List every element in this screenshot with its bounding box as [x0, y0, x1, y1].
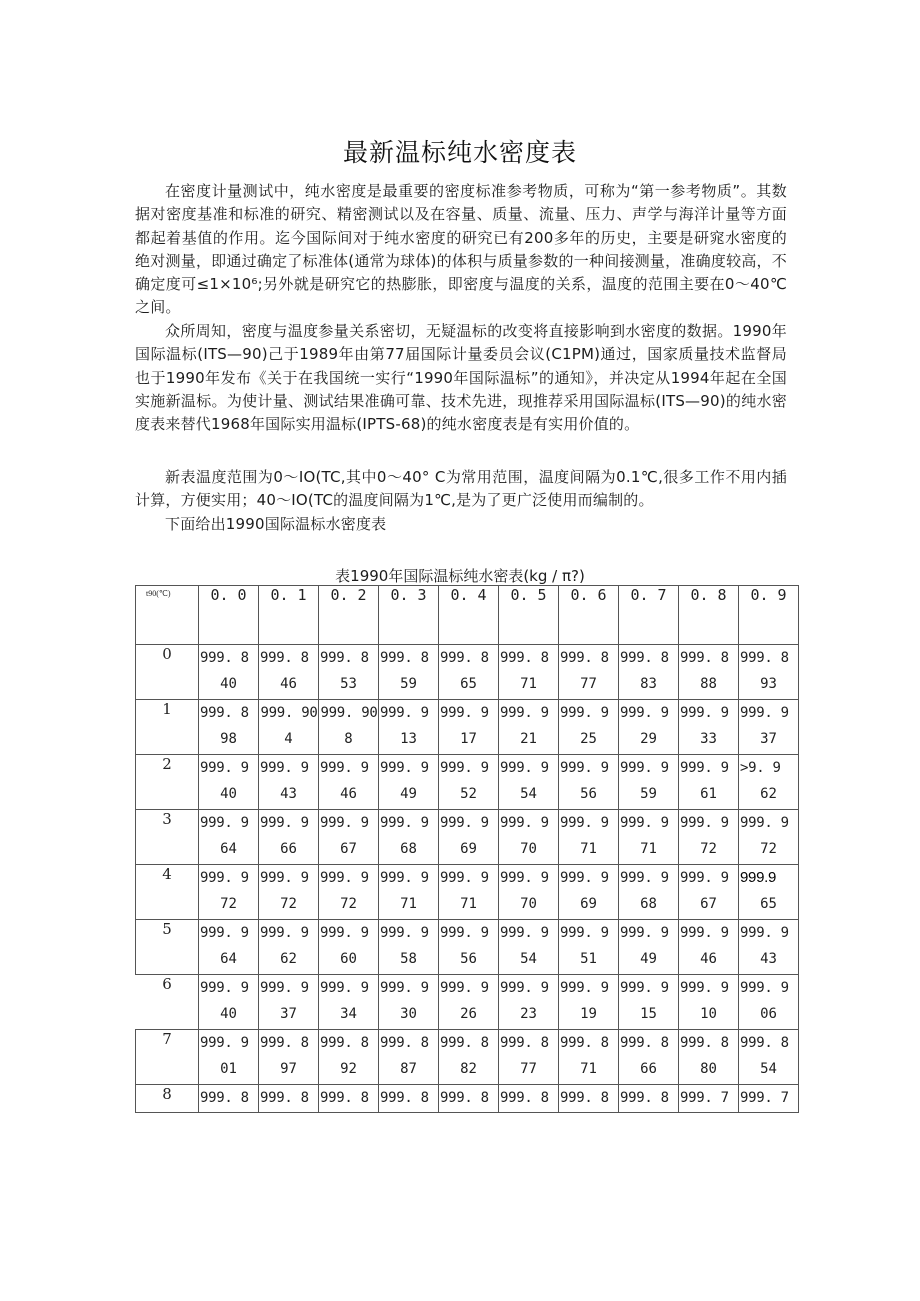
density-value-decimals: 64 — [220, 951, 237, 967]
density-value-integer: 999. 8 — [620, 1035, 669, 1051]
density-cell — [559, 920, 619, 975]
table-row — [136, 865, 799, 920]
density-value-integer: 999. 8 — [680, 650, 729, 666]
density-value-integer: 999. 9 — [440, 705, 489, 721]
density-value-integer: 999. 9 — [500, 760, 549, 776]
row-temperature: 7 — [136, 1030, 199, 1085]
density-cell — [559, 645, 619, 700]
density-value-integer: 999. 8 — [560, 650, 609, 666]
density-value-decimals: 43 — [760, 951, 777, 967]
density-value-integer: 999. 9 — [620, 925, 669, 941]
table-intro-paragraph: 下面给出1990国际温标水密度表 — [165, 515, 387, 533]
density-value-integer: 999. 9 — [200, 925, 249, 941]
density-value-integer: 999. 8 — [500, 1090, 549, 1106]
density-value-decimals: 49 — [640, 951, 657, 967]
density-value-decimals: 56 — [580, 786, 597, 802]
density-value-decimals: 65 — [460, 676, 477, 692]
table-row — [136, 1085, 799, 1113]
density-value-decimals: 33 — [700, 731, 717, 747]
density-value-integer: 999. 8 — [500, 650, 549, 666]
density-cell — [739, 1030, 799, 1085]
density-cell — [739, 975, 799, 1030]
density-value-decimals: 58 — [400, 951, 417, 967]
density-value-decimals: 72 — [760, 841, 777, 857]
density-value-integer: 999. 9 — [560, 815, 609, 831]
density-value-integer: 999. 9 — [260, 815, 309, 831]
density-cell — [499, 645, 559, 700]
density-cell — [439, 700, 499, 755]
density-cell — [259, 920, 319, 975]
density-cell — [439, 1030, 499, 1085]
row-temperature: 8 — [136, 1085, 199, 1113]
water-density-table — [135, 585, 799, 1113]
density-value-integer: 999. 8 — [440, 1035, 489, 1051]
density-cell — [199, 920, 259, 975]
density-value-decimals: 40 — [220, 676, 237, 692]
row-temperature: 3 — [136, 810, 199, 865]
density-value-decimals: 80 — [700, 1061, 717, 1077]
column-header: 0. 5 — [499, 586, 559, 645]
density-value-integer: 999. 9 — [620, 705, 669, 721]
column-header: 0. 7 — [619, 586, 679, 645]
density-value-decimals: 68 — [400, 841, 417, 857]
density-cell — [319, 920, 379, 975]
density-cell — [439, 645, 499, 700]
density-cell — [379, 700, 439, 755]
density-cell — [199, 975, 259, 1030]
row-temperature: 2 — [136, 755, 199, 810]
density-cell — [439, 1085, 499, 1113]
density-value-decimals: 67 — [700, 896, 717, 912]
density-cell — [619, 810, 679, 865]
density-value-decimals: 93 — [760, 676, 777, 692]
page-title: 最新温标纯水密度表 — [342, 137, 577, 167]
density-value-decimals: 69 — [580, 896, 597, 912]
density-value-integer: 999. 8 — [560, 1035, 609, 1051]
density-value-decimals: 53 — [340, 676, 357, 692]
density-value-integer: 999. 9 — [200, 760, 249, 776]
density-value-decimals: 72 — [340, 896, 357, 912]
density-value-decimals: 72 — [280, 896, 297, 912]
density-value-decimals: 29 — [640, 731, 657, 747]
density-cell — [319, 810, 379, 865]
density-value-decimals: 21 — [520, 731, 537, 747]
density-cell — [199, 1030, 259, 1085]
density-value-integer: 999. 9 — [260, 870, 309, 886]
density-cell — [259, 1085, 319, 1113]
density-cell — [319, 1030, 379, 1085]
density-value-integer: 999. 9 — [260, 760, 309, 776]
density-cell — [679, 700, 739, 755]
density-value-decimals: 59 — [400, 676, 417, 692]
density-value-decimals: 88 — [700, 676, 717, 692]
density-value-decimals: 69 — [460, 841, 477, 857]
density-cell — [319, 865, 379, 920]
density-value-integer: >9. 9 — [740, 760, 781, 776]
density-value-decimals: 51 — [580, 951, 597, 967]
density-cell — [379, 975, 439, 1030]
density-cell — [379, 865, 439, 920]
density-value-integer: 999. 9 — [200, 815, 249, 831]
density-value-decimals: 66 — [640, 1061, 657, 1077]
density-value-integer: 999. 9 — [500, 705, 549, 721]
density-cell — [619, 645, 679, 700]
row-temperature: 0 — [136, 645, 199, 700]
density-value-integer: 999. 9 — [560, 760, 609, 776]
density-cell — [439, 920, 499, 975]
density-value-integer: 999. 9 — [680, 980, 729, 996]
column-header: 0. 0 — [199, 586, 259, 645]
density-value-decimals: 49 — [400, 786, 417, 802]
density-cell — [439, 810, 499, 865]
density-value-decimals: 43 — [280, 786, 297, 802]
density-value-decimals: 66 — [280, 841, 297, 857]
density-value-decimals: 15 — [640, 1006, 657, 1022]
density-value-integer: 999. 9 — [620, 980, 669, 996]
density-value-integer: 999. 8 — [380, 650, 429, 666]
density-value-decimals: 59 — [640, 786, 657, 802]
density-value-integer: 999. 9 — [200, 980, 249, 996]
density-value-decimals: 77 — [580, 676, 597, 692]
density-value-decimals: 68 — [640, 896, 657, 912]
density-value-integer: 999. 9 — [500, 925, 549, 941]
density-value-integer: 999. 8 — [500, 1035, 549, 1051]
density-value-decimals: 37 — [280, 1006, 297, 1022]
density-value-decimals: 46 — [340, 786, 357, 802]
density-value-decimals: 83 — [640, 676, 657, 692]
density-value-decimals: 54 — [760, 1061, 777, 1077]
density-cell — [259, 645, 319, 700]
density-value-integer: 999. 9 — [320, 815, 369, 831]
row-temperature: 6 — [136, 975, 199, 1030]
density-cell — [319, 1085, 379, 1113]
density-cell — [379, 1030, 439, 1085]
density-cell — [439, 975, 499, 1030]
density-cell — [499, 865, 559, 920]
density-value-decimals: 06 — [760, 1006, 777, 1022]
density-value-integer: 999. 9 — [380, 980, 429, 996]
density-value-decimals: 71 — [580, 1061, 597, 1077]
density-value-decimals: 01 — [220, 1061, 237, 1077]
density-value-decimals: 72 — [700, 841, 717, 857]
density-value-integer: 999. 8 — [620, 650, 669, 666]
density-value-decimals: 97 — [280, 1061, 297, 1077]
density-cell — [619, 755, 679, 810]
column-header: 0. 4 — [439, 586, 499, 645]
density-value-integer: 999. 8 — [200, 705, 249, 721]
density-value-decimals: 82 — [460, 1061, 477, 1077]
density-value-decimals: 62 — [760, 786, 777, 802]
density-value-decimals: 71 — [400, 896, 417, 912]
density-cell — [199, 865, 259, 920]
density-value-decimals: 70 — [520, 896, 537, 912]
density-value-decimals: 46 — [280, 676, 297, 692]
density-value-integer: 999. 8 — [320, 650, 369, 666]
density-cell — [559, 700, 619, 755]
density-cell — [259, 700, 319, 755]
density-value-integer: 999. 9 — [380, 705, 429, 721]
row-temperature: 1 — [136, 700, 199, 755]
density-cell — [379, 920, 439, 975]
density-value-decimals: 54 — [520, 951, 537, 967]
density-value-decimals: 92 — [340, 1061, 357, 1077]
density-cell — [679, 1030, 739, 1085]
density-cell — [259, 975, 319, 1030]
density-value-integer: 999. 8 — [380, 1035, 429, 1051]
density-value-integer: 999. 9 — [440, 980, 489, 996]
density-value-decimals: 54 — [520, 786, 537, 802]
density-value-decimals: 60 — [340, 951, 357, 967]
density-value-integer: 999. 9 — [560, 925, 609, 941]
density-cell — [679, 645, 739, 700]
density-value-decimals: 62 — [280, 951, 297, 967]
density-cell — [259, 810, 319, 865]
density-value-decimals: 52 — [460, 786, 477, 802]
density-value-integer: 999. 9 — [500, 870, 549, 886]
density-value-integer: 999. 9 — [260, 980, 309, 996]
density-value-decimals: 87 — [400, 1061, 417, 1077]
density-cell — [379, 810, 439, 865]
density-value-integer: 999. 8 — [740, 650, 789, 666]
density-cell — [679, 865, 739, 920]
density-value-integer: 999. 8 — [260, 1090, 309, 1106]
row-temperature: 5 — [136, 920, 199, 975]
corner-header: t90(℃) — [136, 586, 199, 645]
table-row — [136, 1030, 799, 1085]
density-value-decimals: 26 — [460, 1006, 477, 1022]
density-value-decimals: 4 — [284, 731, 293, 747]
density-value-integer: 999. 9 — [680, 815, 729, 831]
density-cell — [379, 1085, 439, 1113]
density-cell — [259, 1030, 319, 1085]
density-value-decimals: 77 — [520, 1061, 537, 1077]
density-value-decimals: 65 — [760, 896, 777, 912]
density-value-integer: 999. 9 — [440, 870, 489, 886]
density-value-decimals: 64 — [220, 841, 237, 857]
density-value-integer: 999. 7 — [680, 1090, 729, 1106]
density-cell — [739, 1085, 799, 1113]
density-value-integer: 999. 9 — [380, 815, 429, 831]
density-value-integer: 999. 8 — [440, 650, 489, 666]
density-value-decimals: 25 — [580, 731, 597, 747]
density-value-integer: 999. 90 — [260, 705, 318, 721]
density-cell — [679, 810, 739, 865]
density-cell — [499, 810, 559, 865]
density-value-integer: 999. 8 — [320, 1035, 369, 1051]
density-value-decimals: 13 — [400, 731, 417, 747]
density-value-decimals: 37 — [760, 731, 777, 747]
density-value-integer: 999. 9 — [380, 870, 429, 886]
density-cell — [379, 645, 439, 700]
density-value-decimals: 71 — [520, 676, 537, 692]
density-value-integer: 999. 8 — [200, 650, 249, 666]
density-value-decimals: 23 — [520, 1006, 537, 1022]
density-cell — [499, 755, 559, 810]
density-value-decimals: 98 — [220, 731, 237, 747]
density-value-integer: 999. 9 — [380, 925, 429, 941]
density-value-integer: 999. 9 — [200, 1035, 249, 1051]
density-cell — [559, 755, 619, 810]
density-value-integer: 999. 8 — [740, 1035, 789, 1051]
column-header: 0. 9 — [739, 586, 799, 645]
density-value-decimals: 19 — [580, 1006, 597, 1022]
density-cell — [619, 700, 679, 755]
table-row — [136, 975, 799, 1030]
density-cell — [559, 865, 619, 920]
density-value-integer: 999. 9 — [440, 760, 489, 776]
density-value-integer: 999. 8 — [320, 1090, 369, 1106]
table-row — [136, 700, 799, 755]
density-value-integer: 999. 8 — [260, 1035, 309, 1051]
density-value-integer: 999. 8 — [260, 650, 309, 666]
table-row — [136, 755, 799, 810]
column-header: 0. 6 — [559, 586, 619, 645]
density-cell — [499, 920, 559, 975]
density-cell — [439, 865, 499, 920]
density-value-decimals: 30 — [400, 1006, 417, 1022]
density-value-decimals: 10 — [700, 1006, 717, 1022]
column-header: 0. 1 — [259, 586, 319, 645]
row-temperature: 4 — [136, 865, 199, 920]
density-value-integer: 999. 9 — [320, 925, 369, 941]
density-cell — [499, 700, 559, 755]
density-cell — [739, 645, 799, 700]
density-cell — [559, 1085, 619, 1113]
density-value-integer: 999. 9 — [680, 925, 729, 941]
density-value-decimals: 71 — [460, 896, 477, 912]
density-cell — [739, 755, 799, 810]
density-value-integer: 999. 9 — [440, 925, 489, 941]
density-cell — [679, 755, 739, 810]
density-cell — [619, 920, 679, 975]
density-value-integer: 999. 90 — [320, 705, 378, 721]
density-cell — [619, 975, 679, 1030]
density-value-decimals: 8 — [344, 731, 353, 747]
density-cell — [619, 1085, 679, 1113]
intro-paragraph: 在密度计量测试中，纯水密度是最重要的密度标准参考物质，可称为“第一参考物质”。其数据对密度基准和标准的研究、精密测试以及在容量、质量、流量、压力、声学与海洋计量等方面都起着基值的作用。迄今国际间对于纯水密度的研究已有200多年的历史，主要是研窕水密度的绝对测量，即通过确定了标准体(通常为球体)的体积与质量参数的一种间接测量，准确度较高，不确定度可≤1×10⁶;另外就是研究它的热膨胀，即密度与温度的关系，温度的范围主要在0～40℃之间。 — [135, 182, 787, 317]
density-value-decimals: 71 — [580, 841, 597, 857]
density-cell — [259, 865, 319, 920]
density-cell — [499, 1085, 559, 1113]
density-cell — [199, 645, 259, 700]
density-cell — [199, 755, 259, 810]
density-cell — [439, 755, 499, 810]
density-value-integer: 999. 7 — [740, 1090, 789, 1106]
table-row — [136, 920, 799, 975]
density-cell — [739, 700, 799, 755]
density-cell — [319, 645, 379, 700]
density-value-integer: 999. 8 — [620, 1090, 669, 1106]
density-value-decimals: 17 — [460, 731, 477, 747]
density-value-decimals: 71 — [640, 841, 657, 857]
density-value-integer: 999. 9 — [320, 870, 369, 886]
density-value-integer: 999. 9 — [740, 705, 789, 721]
density-cell — [319, 975, 379, 1030]
density-value-integer: 999. 9 — [260, 925, 309, 941]
density-value-decimals: 56 — [460, 951, 477, 967]
table-row — [136, 645, 799, 700]
density-cell — [619, 865, 679, 920]
column-header: 0. 8 — [679, 586, 739, 645]
table-caption: 表1990年国际温标纯水密表(kg / π?) — [335, 567, 585, 585]
density-value-decimals: 40 — [220, 786, 237, 802]
density-cell — [499, 1030, 559, 1085]
density-value-integer: 999. 9 — [620, 815, 669, 831]
density-value-integer: 999. 9 — [680, 870, 729, 886]
density-value-integer: 999. 9 — [560, 705, 609, 721]
density-value-decimals: 34 — [340, 1006, 357, 1022]
table-body — [136, 645, 799, 1113]
density-cell — [319, 755, 379, 810]
density-value-integer: 999. 9 — [620, 760, 669, 776]
density-value-integer: 999. 9 — [440, 815, 489, 831]
density-cell — [199, 700, 259, 755]
its90-paragraph: 众所周知，密度与温度参量关系密切，无疑温标的改变将直接影响到水密度的数据。1990年国际温标(ITS—90)己于1989年由第77届国际计量委员会议(C1PM)通过，国家质量技术监督局也于1990年发布《关于在我国统一实行“1990年国际温标”的通知》，并决定从1994年起在全国实施新温标。为使计量、测试结果准确可靠、技术先进，现推荐采用国际温标(ITS—90)的纯水密度表来替代1968年国际实用温标(IPTS-68)的纯水密度表是有实用价值的。 — [135, 322, 787, 434]
density-cell — [379, 755, 439, 810]
density-value-integer: 999. 9 — [740, 815, 789, 831]
density-value-integer: 999. 9 — [500, 815, 549, 831]
density-value-integer: 999.9 — [740, 869, 777, 886]
density-value-integer: 999. 9 — [680, 760, 729, 776]
density-cell — [559, 1030, 619, 1085]
column-header: 0. 3 — [379, 586, 439, 645]
density-value-decimals: 70 — [520, 841, 537, 857]
density-value-integer: 999. 8 — [380, 1090, 429, 1106]
density-cell — [199, 1085, 259, 1113]
density-value-integer: 999. 8 — [680, 1035, 729, 1051]
density-value-integer: 999. 9 — [500, 980, 549, 996]
density-cell — [199, 810, 259, 865]
density-cell — [679, 1085, 739, 1113]
density-value-decimals: 46 — [700, 951, 717, 967]
table-row — [136, 810, 799, 865]
density-value-integer: 999. 8 — [560, 1090, 609, 1106]
density-value-decimals: 72 — [220, 896, 237, 912]
density-value-integer: 999. 9 — [560, 980, 609, 996]
density-value-integer: 999. 9 — [320, 980, 369, 996]
density-cell — [679, 975, 739, 1030]
density-value-integer: 999. 9 — [560, 870, 609, 886]
density-value-decimals: 61 — [700, 786, 717, 802]
density-value-integer: 999. 9 — [740, 980, 789, 996]
density-value-integer: 999. 9 — [740, 925, 789, 941]
density-value-integer: 999. 8 — [440, 1090, 489, 1106]
density-cell — [619, 1030, 679, 1085]
density-cell — [319, 700, 379, 755]
density-value-decimals: 40 — [220, 1006, 237, 1022]
density-cell — [739, 920, 799, 975]
density-cell — [559, 975, 619, 1030]
density-value-integer: 999. 9 — [200, 870, 249, 886]
table-header-row — [136, 586, 799, 645]
density-cell — [739, 810, 799, 865]
density-cell — [499, 975, 559, 1030]
density-value-integer: 999. 9 — [320, 760, 369, 776]
column-header: 0. 2 — [319, 586, 379, 645]
density-cell — [559, 810, 619, 865]
density-cell — [259, 755, 319, 810]
range-paragraph: 新表温度范围为0～IO(TC,其中0～40° C为常用范围，温度间隔为0.1℃,很多工作不用内插计算，方便实用；40～IO(TC的温度间隔为1℃,是为了更广泛使用而编制的。 — [135, 468, 787, 510]
density-value-integer: 999. 9 — [620, 870, 669, 886]
density-value-decimals: 67 — [340, 841, 357, 857]
density-cell — [679, 920, 739, 975]
density-value-integer: 999. 8 — [200, 1090, 249, 1106]
density-value-integer: 999. 9 — [380, 760, 429, 776]
density-cell — [739, 865, 799, 920]
density-value-integer: 999. 9 — [680, 705, 729, 721]
